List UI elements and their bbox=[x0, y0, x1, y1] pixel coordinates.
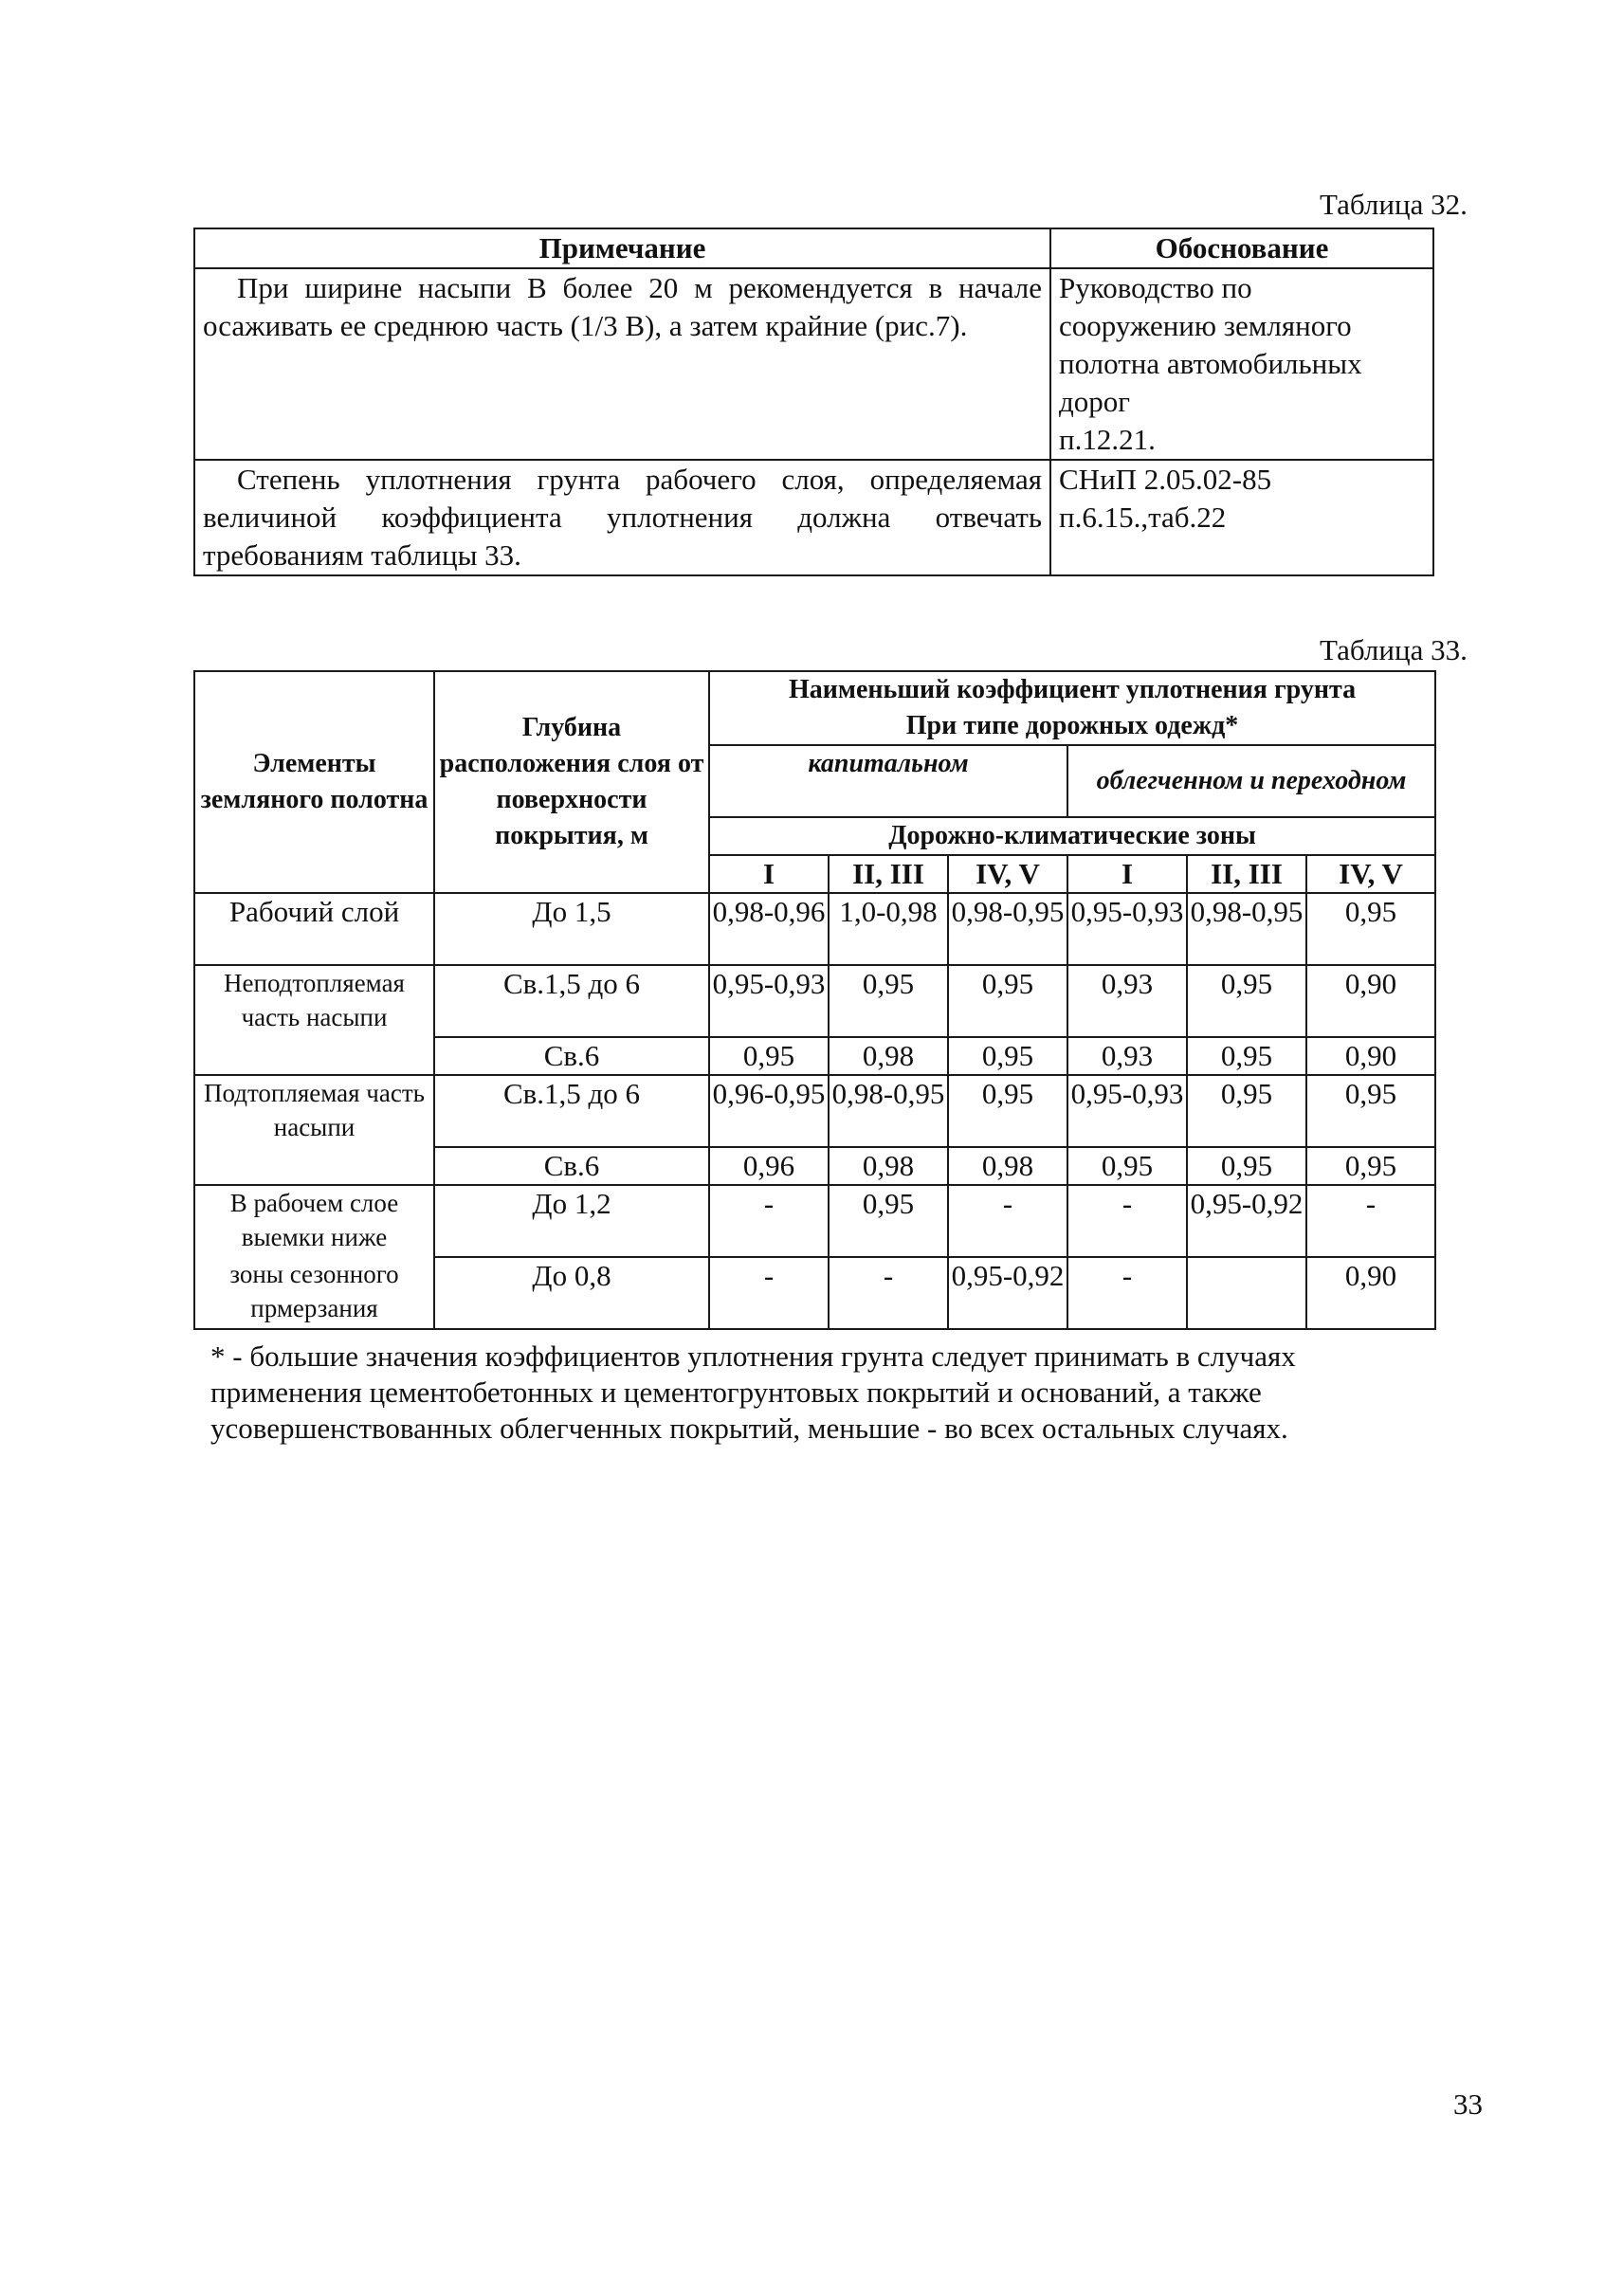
row-value: 0,95 bbox=[1187, 1075, 1306, 1147]
table-row bbox=[194, 268, 1433, 460]
row-value: - bbox=[948, 1185, 1067, 1257]
table-row bbox=[194, 1257, 1435, 1329]
row-element: Подтопляемая часть насыпи bbox=[194, 1075, 434, 1185]
row-value: 0,95 bbox=[948, 1037, 1067, 1075]
row-depth: Св.1,5 до 6 bbox=[434, 965, 709, 1037]
header-depth: Глубина расположения слоя от поверхности покрытия, м bbox=[434, 671, 709, 893]
table33-footnote: * - большие значения коэффициентов уплотнения грунта следует принимать в случаях применения цементобетонных и цементогрунтовых покрытий и оснований, а также усовершенствованных облегченных покрытий, меньшие - во всех остальных случаях. bbox=[210, 1339, 1296, 1445]
zone-col: IV, V bbox=[948, 855, 1067, 893]
table32-header-note: Примечание bbox=[194, 228, 1050, 268]
table32-caption: Таблица 32. bbox=[1320, 188, 1468, 221]
row-value: - bbox=[709, 1257, 829, 1329]
basis-line: п.6.15.,таб.22 bbox=[1059, 501, 1227, 534]
table32-header-row bbox=[194, 228, 1433, 268]
table-row bbox=[194, 1185, 1435, 1257]
row-value: 0,95 bbox=[1187, 965, 1306, 1037]
row-value: 0,95-0,93 bbox=[1067, 893, 1187, 965]
row-value: - bbox=[829, 1257, 948, 1329]
row-value: 0,93 bbox=[1067, 1037, 1187, 1075]
row-value: 0,98 bbox=[948, 1147, 1067, 1185]
row-value: 0,90 bbox=[1306, 1257, 1435, 1329]
row-value: 0,95 bbox=[1187, 1147, 1306, 1185]
zone-col: I bbox=[1067, 855, 1187, 893]
row-value: 0,98-0,96 bbox=[709, 893, 829, 965]
basis-line: СНиП 2.05.02-85 bbox=[1059, 463, 1272, 496]
header-coefficient-line2: При типе дорожных одежд* bbox=[905, 711, 1239, 740]
header-coefficient bbox=[709, 671, 1435, 745]
header-elements: Элементы земляного полотна bbox=[194, 671, 434, 893]
row-value: 1,0-0,98 bbox=[829, 893, 948, 965]
row-value: 0,95 bbox=[1187, 1037, 1306, 1075]
zone-col: I bbox=[709, 855, 829, 893]
header-light: облегченном и переходном bbox=[1067, 745, 1435, 817]
row-value: 0,95 bbox=[1306, 1075, 1435, 1147]
row-value: 0,95-0,92 bbox=[1187, 1185, 1306, 1257]
row-value: 0,90 bbox=[1306, 1037, 1435, 1075]
row-value: 0,95 bbox=[829, 965, 948, 1037]
row-depth: До 0,8 bbox=[434, 1257, 709, 1329]
basis-line: дорог bbox=[1059, 385, 1130, 418]
row-depth: Св.1,5 до 6 bbox=[434, 1075, 709, 1147]
row-value bbox=[1187, 1257, 1306, 1329]
row-value: 0,95 bbox=[1067, 1147, 1187, 1185]
row-value: 0,98 bbox=[829, 1037, 948, 1075]
header-zones: Дорожно-климатические зоны bbox=[709, 817, 1435, 855]
header-capital: капитальном bbox=[709, 745, 1067, 817]
row-element: зоны сезонного прмерзания bbox=[194, 1257, 434, 1329]
row-value: 0,95-0,93 bbox=[709, 965, 829, 1037]
table32-header-basis: Обоснование bbox=[1050, 228, 1433, 268]
row-element: Рабочий слой bbox=[194, 893, 434, 965]
row-value: 0,96 bbox=[709, 1147, 829, 1185]
basis-line: Руководство по bbox=[1059, 271, 1252, 304]
zone-col: IV, V bbox=[1306, 855, 1435, 893]
row-value: 0,95 bbox=[948, 965, 1067, 1037]
table32-note: При ширине насыпи В более 20 м рекомендуется в начале осаживать ее среднюю часть (1/3 В), а затем крайние (рис.7). bbox=[194, 268, 1050, 460]
row-depth: До 1,2 bbox=[434, 1185, 709, 1257]
row-depth: До 1,5 bbox=[434, 893, 709, 965]
table-row bbox=[194, 1075, 1435, 1147]
row-value: 0,95 bbox=[948, 1075, 1067, 1147]
table33-caption: Таблица 33. bbox=[1320, 633, 1468, 666]
row-value: 0,95 bbox=[1306, 1147, 1435, 1185]
row-value: 0,95-0,93 bbox=[1067, 1075, 1187, 1147]
zone-col: II, III bbox=[829, 855, 948, 893]
table-32 bbox=[193, 228, 1434, 576]
row-value: 0,96-0,95 bbox=[709, 1075, 829, 1147]
row-value: - bbox=[709, 1185, 829, 1257]
basis-line: сооружению земляного bbox=[1059, 309, 1352, 342]
page-number: 33 bbox=[1453, 2087, 1483, 2121]
row-value: 0,95 bbox=[709, 1037, 829, 1075]
row-value: 0,95-0,92 bbox=[948, 1257, 1067, 1329]
table-row bbox=[194, 893, 1435, 965]
row-value: 0,98-0,95 bbox=[829, 1075, 948, 1147]
row-value: 0,93 bbox=[1067, 965, 1187, 1037]
row-value: 0,90 bbox=[1306, 965, 1435, 1037]
row-element: В рабочем слое выемки ниже bbox=[194, 1185, 434, 1257]
header-coefficient-line1: Наименьший коэффициент уплотнения грунта bbox=[788, 675, 1357, 704]
zone-col: II, III bbox=[1187, 855, 1306, 893]
table32-basis bbox=[1050, 460, 1433, 575]
table-row bbox=[194, 965, 1435, 1037]
row-value: 0,98 bbox=[829, 1147, 948, 1185]
row-value: - bbox=[1067, 1185, 1187, 1257]
basis-line: п.12.21. bbox=[1059, 423, 1156, 456]
row-value: - bbox=[1067, 1257, 1187, 1329]
table32-note: Степень уплотнения грунта рабочего слоя, определяемая величиной коэффициента уплотнения должна отвечать требованиям таблицы 33. bbox=[194, 460, 1050, 575]
table-row bbox=[194, 460, 1433, 575]
row-element: Неподтопляемая часть насыпи bbox=[194, 965, 434, 1075]
row-depth: Св.6 bbox=[434, 1037, 709, 1075]
row-value: 0,98-0,95 bbox=[1187, 893, 1306, 965]
table32-basis bbox=[1050, 268, 1433, 460]
row-value: - bbox=[1306, 1185, 1435, 1257]
row-value: 0,95 bbox=[1306, 893, 1435, 965]
basis-line: полотна автомобильных bbox=[1059, 347, 1362, 380]
row-value: 0,98-0,95 bbox=[948, 893, 1067, 965]
row-value: 0,95 bbox=[829, 1185, 948, 1257]
table-33 bbox=[193, 670, 1436, 1330]
row-depth: Св.6 bbox=[434, 1147, 709, 1185]
